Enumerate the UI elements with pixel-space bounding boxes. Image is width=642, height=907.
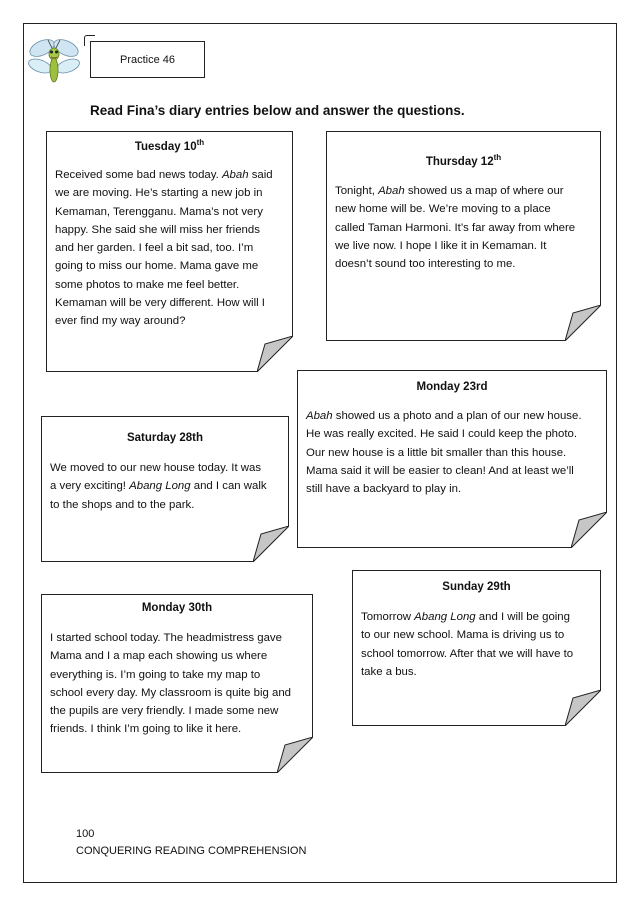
entry-line: school tomorrow. After that we will have to [361, 647, 574, 660]
entry-line: Mama and I a map each showing us where [50, 650, 268, 663]
diary-entry-saturday [41, 416, 289, 562]
book-title: CONQUERING READING COMPREHENSION [76, 845, 307, 857]
practice-label-box [90, 41, 205, 78]
entry-date: Saturday 28th [126, 432, 204, 444]
entry-line: Our new house is a little bit smaller than this house. [306, 446, 567, 459]
entry-line: the pupils are very friendly. I made some new [50, 705, 279, 718]
page-curl [565, 305, 601, 341]
entry-date: Thursday 12th [425, 153, 502, 168]
entry-line: Tonight, Abah showed us a map of where our [335, 185, 564, 197]
diary-entry-tuesday [46, 131, 293, 372]
entry-date: Sunday 29th [442, 581, 511, 593]
entry-line: to the shops and to the park. [50, 498, 195, 511]
entry-line: Tomorrow Abang Long and I will be going [361, 611, 570, 623]
page-curl [253, 526, 289, 562]
entry-text [50, 629, 291, 739]
entry-line: Mama said it will be easier to clean! And at least we’ll [306, 464, 574, 477]
entry-line: called Taman Harmoni. It’s far away from where [335, 221, 576, 234]
page-curl [565, 690, 601, 726]
entry-line: ever find my way around? [55, 315, 186, 328]
page-curl [571, 512, 607, 548]
entry-text [50, 459, 267, 514]
entry-line: friends. I think I’m going to like it here. [50, 723, 242, 736]
diary-entry-sunday [352, 570, 601, 726]
entry-text [361, 608, 573, 681]
entry-text [335, 182, 575, 273]
page-curl [257, 336, 293, 372]
entry-line: some photos to make me feel better. [55, 278, 240, 291]
entry-line: take a bus. [361, 665, 417, 678]
practice-label: Practice 46 [119, 53, 176, 66]
entry-line: Abah showed us a photo and a plan of our new house. [306, 410, 582, 422]
entry-line: going to miss our home. Mama gave me [55, 260, 259, 273]
entry-line: a very exciting! Abang Long and I can walk [50, 480, 267, 493]
entry-line: Kemaman, Terengganu. Mama’s not very [55, 205, 263, 218]
page-curl [277, 737, 313, 773]
entry-line: school every day. My classroom is quite big and [50, 686, 291, 699]
entry-date: Tuesday 10th [134, 138, 205, 153]
entry-line: Received some bad news today. Abah said [55, 169, 273, 181]
entry-line: and her garden. I feel a bit sad, too. I’m [55, 242, 254, 255]
diary-entry-monday-30 [41, 594, 313, 773]
entry-date: Monday 30th [141, 602, 213, 614]
entry-text [306, 407, 582, 498]
entry-line: I started school today. The headmistress gave [50, 632, 282, 644]
entry-line: doesn’t sound too interesting to me. [335, 258, 516, 271]
instruction-heading: Read Fina’s diary entries below and answer the questions. [90, 103, 465, 118]
entry-line: happy. She said she will miss her friends [55, 223, 260, 236]
entry-line: to our new school. Mama is driving us to [361, 629, 565, 642]
entry-line: new home will be. We’re moving to a place [335, 203, 551, 216]
entry-text [55, 166, 273, 331]
diary-entry-monday-23 [297, 370, 607, 548]
diary-entry-thursday [326, 131, 601, 341]
dragonfly-icon [26, 32, 82, 92]
entry-line: everything is. I’m going to take my map to [50, 668, 261, 681]
page-number: 100 [76, 828, 95, 840]
entry-date: Monday 23rd [416, 381, 488, 393]
entry-line: He was really excited. He said I could keep the photo. [306, 428, 577, 441]
entry-line: we are moving. He’s starting a new job in [55, 187, 263, 200]
entry-line: we live now. I hope I like it in Kemaman. It [335, 239, 547, 252]
entry-line: Kemaman will be very different. How will I [55, 297, 265, 310]
entry-line: We moved to our new house today. It was [50, 462, 262, 474]
entry-line: still have a backyard to play in. [306, 483, 462, 496]
